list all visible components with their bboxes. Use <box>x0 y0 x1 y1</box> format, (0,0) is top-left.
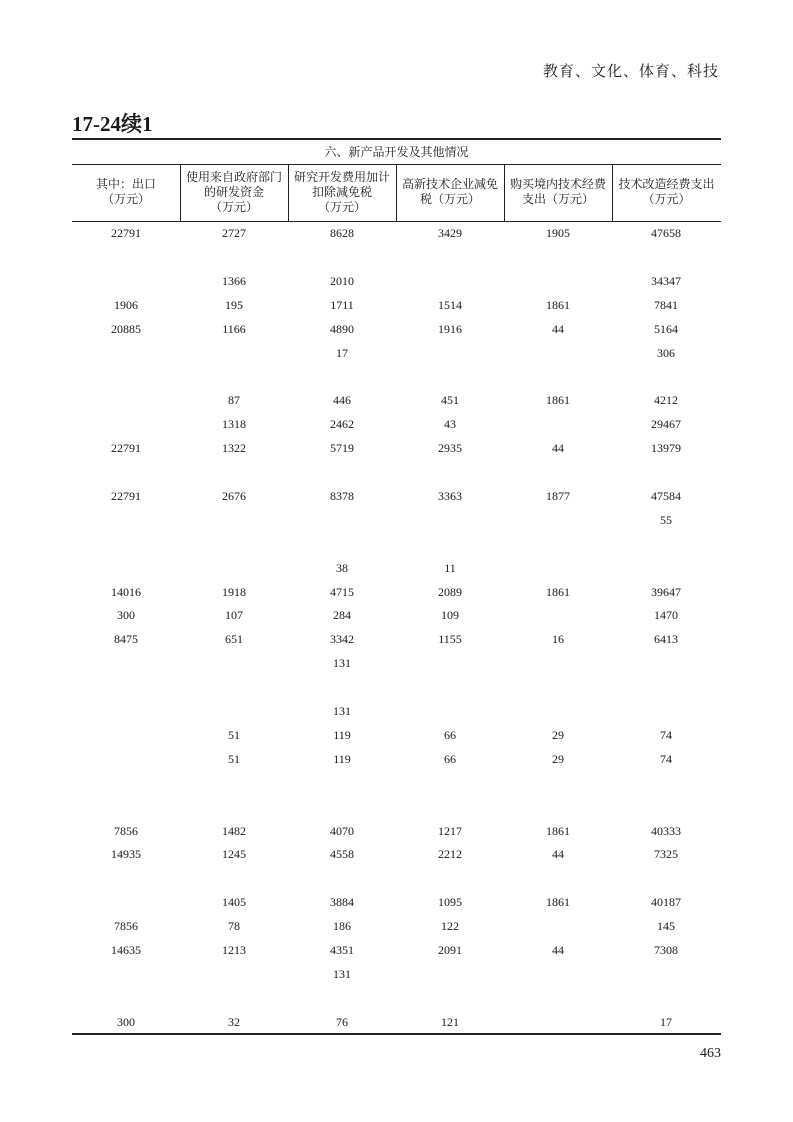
table-cell: 74 <box>660 727 672 742</box>
table-cell: 1711 <box>330 297 354 312</box>
table-cell: 22791 <box>111 226 141 240</box>
table-cell: 66 <box>444 751 456 766</box>
table-cell: 1906 <box>114 297 138 312</box>
table-cell: 44 <box>552 943 564 957</box>
table-cell: 2935 <box>438 441 462 456</box>
table-cell: 131 <box>333 704 351 718</box>
table-cell: 1905 <box>546 226 570 240</box>
table-cell: 8475 <box>114 632 138 647</box>
table-cell: 4890 <box>330 321 354 336</box>
column-header-line: 使用来自政府部门 <box>185 170 282 184</box>
table-cell: 17 <box>660 1014 672 1029</box>
table-cell: 7308 <box>654 943 678 957</box>
table-cell: 1482 <box>222 823 246 838</box>
table-cell: 4070 <box>330 823 354 838</box>
table-cell: 40187 <box>651 895 681 910</box>
table-cell: 13979 <box>651 441 681 456</box>
table-cell: 44 <box>552 441 564 456</box>
table-cell: 51 <box>228 751 240 766</box>
header-rule <box>72 221 721 222</box>
table-cell: 284 <box>333 608 351 623</box>
column-header-line: （万元） <box>101 192 150 206</box>
table-cell: 300 <box>117 1014 135 1029</box>
table-cell: 4715 <box>330 584 354 599</box>
table-cell: 7841 <box>654 297 678 312</box>
table-cell: 34347 <box>651 273 681 288</box>
table-cell: 1155 <box>438 632 462 647</box>
table-cell: 29 <box>552 751 564 766</box>
column-header-line: 扣除减免税 <box>311 185 372 199</box>
column-header-line: 税（万元） <box>419 192 480 206</box>
table-cell: 119 <box>333 751 351 766</box>
table-cell: 44 <box>552 847 564 862</box>
table-cell: 3429 <box>438 226 462 240</box>
table-cell: 7856 <box>114 919 138 934</box>
table-cell: 14016 <box>111 584 141 599</box>
table-cell: 29 <box>552 727 564 742</box>
table-cell: 1470 <box>654 608 678 623</box>
table-cell: 1318 <box>222 417 246 432</box>
table-cell: 17 <box>336 345 348 360</box>
table-cell: 451 <box>441 393 459 408</box>
table-cell: 55 <box>660 512 672 527</box>
table-cell: 1217 <box>438 823 462 838</box>
column-header-line: 高新技术企业减免 <box>401 177 498 191</box>
group-title: 六、新产品开发及其他情况 <box>324 145 469 159</box>
table-id: 17-24续1 <box>72 112 153 136</box>
table-cell: 2676 <box>222 488 246 503</box>
table-cell: 1877 <box>546 488 570 503</box>
column-header-line: 技术改造经费支出 <box>618 177 715 191</box>
table-cell: 5719 <box>330 441 354 456</box>
table-cell: 66 <box>444 727 456 742</box>
table-cell: 2727 <box>222 226 246 240</box>
table-cell: 446 <box>333 393 351 408</box>
table-cell: 1916 <box>438 321 462 336</box>
table-cell: 1861 <box>546 584 570 599</box>
table-cell: 2010 <box>330 273 354 288</box>
table-cell: 7856 <box>114 823 138 838</box>
table-cell: 2089 <box>438 584 462 599</box>
table-cell: 300 <box>117 608 135 623</box>
table-cell: 44 <box>552 321 564 336</box>
table-cell: 651 <box>225 632 243 647</box>
table-cell: 1514 <box>438 297 462 312</box>
table-cell: 1166 <box>222 321 246 336</box>
column-header-line: 其中：出口 <box>95 177 156 191</box>
table-cell: 7325 <box>654 847 678 862</box>
column-header <box>180 170 288 215</box>
table-cell: 3884 <box>330 895 354 910</box>
table-cell: 47584 <box>651 488 681 503</box>
column-header-line: 支出（万元） <box>521 192 594 206</box>
table-cell: 109 <box>441 608 459 623</box>
table-cell: 3363 <box>438 488 462 503</box>
table-cell: 119 <box>333 727 351 742</box>
column-header <box>72 177 180 207</box>
table-cell: 40333 <box>651 823 681 838</box>
table-cell: 186 <box>333 919 351 934</box>
table-cell: 1861 <box>546 823 570 838</box>
table-cell: 74 <box>660 751 672 766</box>
table-cell: 131 <box>333 966 351 981</box>
column-header-line: （万元） <box>317 200 366 214</box>
column-header <box>612 177 721 207</box>
column-header-line: 的研发资金 <box>203 185 264 199</box>
table-cell: 22791 <box>111 441 141 456</box>
table-cell: 1861 <box>546 895 570 910</box>
table-cell: 2462 <box>330 417 354 432</box>
table-cell: 3342 <box>330 632 354 647</box>
table-cell: 306 <box>657 345 675 360</box>
table-cell: 1322 <box>222 441 246 456</box>
table-cell: 2091 <box>438 943 462 957</box>
column-header-line: 购买境内技术经费 <box>509 177 606 191</box>
table-cell: 5164 <box>654 321 678 336</box>
table-cell: 43 <box>444 417 456 432</box>
table-cell: 39647 <box>651 584 681 599</box>
table-bottom-rule <box>72 1033 721 1035</box>
table-cell: 11 <box>444 560 456 575</box>
table-cell: 78 <box>228 919 240 934</box>
table-cell: 2212 <box>438 847 462 862</box>
column-header <box>288 170 396 215</box>
table-cell: 8378 <box>330 488 354 503</box>
table-cell: 87 <box>228 393 240 408</box>
column-header <box>504 177 612 207</box>
table-cell: 1918 <box>222 584 246 599</box>
table-cell: 1366 <box>222 273 246 288</box>
table-cell: 1861 <box>546 297 570 312</box>
table-cell: 1095 <box>438 895 462 910</box>
table-cell: 51 <box>228 727 240 742</box>
page-number: 463 <box>700 1046 721 1061</box>
section-header: 教育、文化、体育、科技 <box>542 62 719 80</box>
table-cell: 107 <box>225 608 243 623</box>
table-cell: 6413 <box>654 632 678 647</box>
table-cell: 4351 <box>330 943 354 957</box>
table-cell: 29467 <box>651 417 681 432</box>
table-cell: 14635 <box>111 943 141 957</box>
table-cell: 145 <box>657 919 675 934</box>
table-cell: 1861 <box>546 393 570 408</box>
table-cell: 1213 <box>222 943 246 957</box>
column-header <box>396 177 504 207</box>
table-cell: 22791 <box>111 488 141 503</box>
table-cell: 1405 <box>222 895 246 910</box>
table-cell: 122 <box>441 919 459 934</box>
table-cell: 4212 <box>654 393 678 408</box>
table-cell: 14935 <box>111 847 141 862</box>
column-header-line: （万元） <box>209 200 258 214</box>
table-cell: 4558 <box>330 847 354 862</box>
column-header-line: 研究开发费用加计 <box>293 170 390 184</box>
table-cell: 38 <box>336 560 348 575</box>
table-cell: 32 <box>228 1014 240 1029</box>
table-cell: 20885 <box>111 321 141 336</box>
table-cell: 1245 <box>222 847 246 862</box>
table-cell: 47658 <box>651 226 681 240</box>
table-cell: 195 <box>225 297 243 312</box>
table-cell: 76 <box>336 1014 348 1029</box>
table-cell: 131 <box>333 656 351 671</box>
table-cell: 8628 <box>330 226 354 240</box>
table-top-rule <box>72 138 721 140</box>
column-header-line: （万元） <box>642 192 691 206</box>
table-cell: 121 <box>441 1014 459 1029</box>
table-cell: 16 <box>552 632 564 647</box>
